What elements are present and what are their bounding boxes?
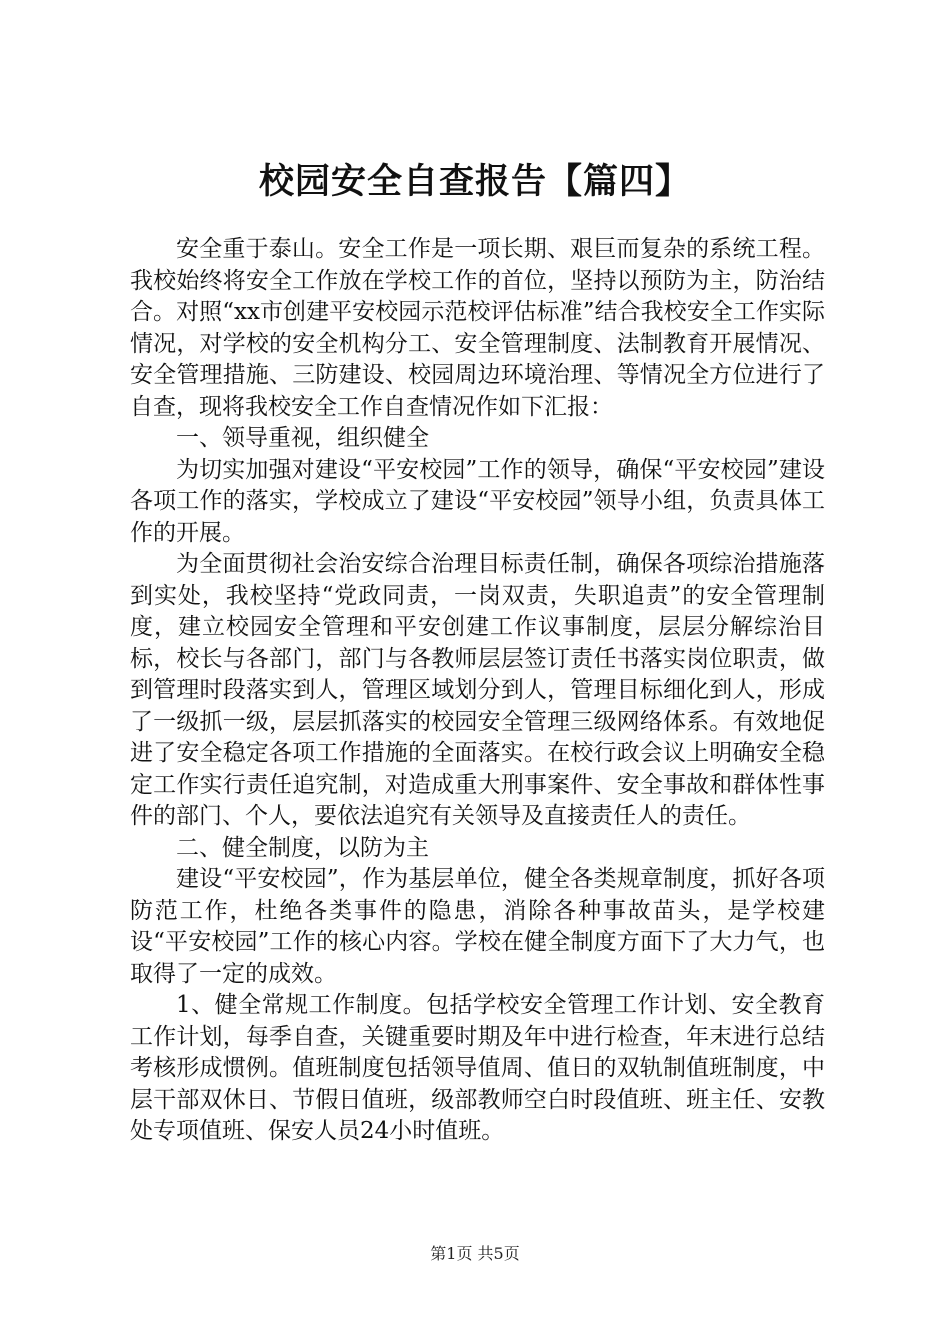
page-title: 校园安全自查报告【篇四】 bbox=[258, 162, 691, 202]
page-indicator: 第1页 共5页 bbox=[430, 1244, 520, 1263]
paragraph-responsibility-system: 为全面贯彻社会治安综合治理目标责任制，确保各项综治措施落到实处，我校坚持“党政同责，一岗双责，失职追责”的安全管理制度，建立校园安全管理和平安创建工作议事制度，层层分解综治目标，校长与各部门，部门与各教师层层签订责任书落实岗位职责，做到管理时段落实到人，管理区域划分到人，管理目标细化到人，形成了一级抓一级，层层抓落实的校园安全管理三级网络体系。有效地促进了安全稳定各项工作措施的全面落实。在校行政会议上明确安全稳定工作实行责任追究制，对造成重大刑事案件、安全事故和群体性事件的部门、个人，要依法追究有关领导及直接责任人的责任。 bbox=[130, 551, 825, 829]
section-heading-regulations: 二、健全制度，以防为主 bbox=[176, 834, 429, 861]
paragraph-regulations: 建设“平安校园”，作为基层单位，健全各类规章制度，抓好各项防范工作，杜绝各类事件的隐患，消除各种事故苗头，是学校建设“平安校园”工作的核心内容。学校在健全制度方面下了大力气，也取得了一定的成效。 bbox=[130, 866, 825, 987]
section-heading-leadership: 一、领导重视，组织健全 bbox=[176, 425, 429, 451]
paragraph-leadership-group: 为切实加强对建设“平安校园”工作的领导，确保“平安校园”建设各项工作的落实，学校成立了建设“平安校园”领导小组，负责具体工作的开展。 bbox=[130, 456, 825, 546]
document-body bbox=[130, 234, 825, 1148]
paragraph-routine-rules: 1、健全常规工作制度。包括学校安全管理工作计划、安全教育工作计划，每季自查，关键重要时期及年中进行检查，年末进行总结考核形成惯例。值班制度包括领导值周、值日的双轨制值班制度，中层干部双休日、节假日值班，级部教师空白时段值班、班主任、安教处专项值班、保安人员24小时值班。 bbox=[130, 992, 825, 1144]
paragraph-intro: 安全重于泰山。安全工作是一项长期、艰巨而复杂的系统工程。我校始终将安全工作放在学校工作的首位，坚持以预防为主，防治结合。对照“xx市创建平安校园示范校评估标准”结合我校安全工作实际情况，对学校的安全机构分工、安全管理制度、法制教育开展情况、安全管理措施、三防建设、校园周边环境治理、等情况全方位进行了自查，现将我校安全工作自查情况作如下汇报： bbox=[130, 236, 825, 420]
